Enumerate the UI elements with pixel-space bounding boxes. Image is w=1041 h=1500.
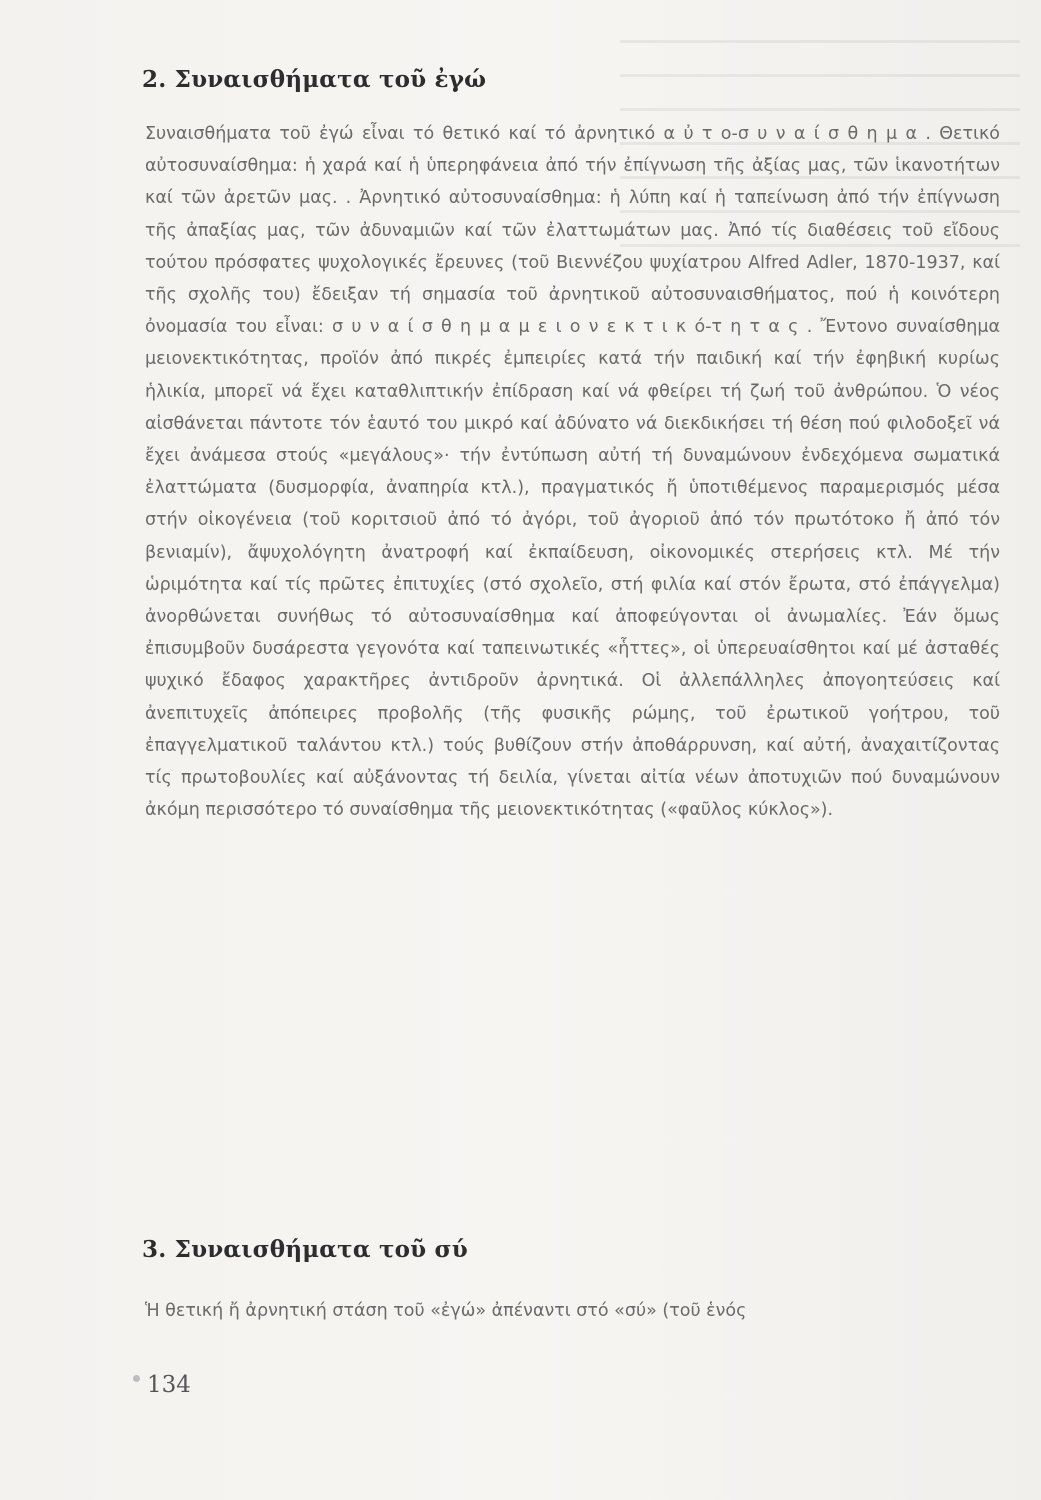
page-number: 134: [147, 1372, 191, 1398]
section-2-heading: 2. Συναισθήματα τοῦ ἐγώ: [142, 66, 487, 93]
section-2-paragraph: Συναισθήματα τοῦ ἐγώ εἶναι τό θετικό καί τό ἀρνητικό α ὐ τ ο-σ υ ν α ί σ θ η μ α . Θετικό αὐτοσυναίσθημα: ἡ χαρά καί ἡ ὑπερηφάνεια ἀπό τήν ἐπίγνωση τῆς ἀξίας μας, τῶν ἱκανοτήτων καί τῶν ἀρετῶν μας. . Ἀρνητικό αὐτοσυναίσθημα: ἡ λύπη καί ἡ ταπείνωση ἀπό τήν ἐπίγνωση τῆς ἀπαξίας μας, τῶν ἀδυναμιῶν καί τῶν ἐλαττωμάτων μας. Ἀπό τίς διαθέσεις τοῦ εἴδους τούτου πρόσφατες ψυχολογικές ἔρευνες (τοῦ Βιεννέζου ψυχίατρου Alfred Adler, 1870-1937, καί τῆς σχολῆς του) ἔδειξαν τή σημασία τοῦ ἀρνητικοῦ αὐτοσυναισθήματος, πού ἡ κοινότερη ὀνομασία του εἶναι: σ υ ν α ί σ θ η μ α μ ε ι ο ν ε κ τ ι κ ό-τ η τ α ς . Ἔντονο συναίσθημα μειονεκτικότητας, προϊόν ἀπό πικρές ἐμπειρίες κατά τήν παιδική καί τήν ἐφηβική κυρίως ἡλικία, μπορεῖ νά ἔχει καταθλιπτικήν ἐπίδραση καί νά φθείρει τή ζωή τοῦ ἀνθρώπου. Ὁ νέος αἰσθάνεται πάντοτε τόν ἑαυτό του μικρό καί ἀδύνατο νά διεκδικήσει τή θέση πού φιλοδοξεῖ νά ἔχει ἀνάμεσα στούς «μεγάλους»· τήν ἐντύπωση αὐτή τή δυναμώνουν ἐνδεχόμενα σωματικά ἐλαττώματα (δυσμορφία, ἀναπηρία κτλ.), πραγματικός ἤ ὑποτιθέμενος παραμερισμός μέσα στήν οἰκογένεια (τοῦ κοριτσιοῦ ἀπό τό ἀγόρι, τοῦ ἀγοριοῦ ἀπό τόν πρωτότοκο ἤ ἀπό τόν βενιαμίν), ἄψυχολόγητη ἀνατροφή καί ἐκπαίδευση, οἰκονομικές στερήσεις κτλ. Μέ τήν ὡριμότητα καί τίς πρῶτες ἐπιτυχίες (στό σχολεῖο, στή φιλία καί στόν ἔρωτα, στό ἐπάγγελμα) ἀνορθώνεται συνήθως τό αὐτοσυναίσθημα καί ἀποφεύγονται οἱ ἀνωμαλίες. Ἐάν ὅμως ἐπισυμβοῦν δυσάρεστα γεγονότα καί ταπεινωτικές «ἧττες», οἱ ὑπερευαίσθητοι καί μέ ἀσταθές ψυχικό ἔδαφος χαρακτῆρες ἀντιδροῦν ἀρνητικά. Οἱ ἀλλεπάλληλες ἀπογοητεύσεις καί ἀνεπιτυχεῖς ἀπόπειρες προβολῆς (τῆς φυσικῆς ρώμης, τοῦ ἐρωτικοῦ γοήτρου, τοῦ ἐπαγγελματικοῦ ταλάντου κτλ.) τούς βυθίζουν στήν ἀποθάρρυνση, καί αὐτή, ἀναχαιτίζοντας τίς πρωτοβουλίες καί αὐξάνοντας τή δειλία, γίνεται αἰτία νέων ἀποτυχιῶν πού δυναμώνουν ἀκόμη περισσότερο τό συναίσθημα τῆς μειονεκτικότητας («φαῦλος κύκλος»).: [145, 124, 1000, 821]
section-3-heading: 3. Συναισθήματα τοῦ σύ: [142, 1236, 468, 1263]
section-3-paragraph: Ἡ θετική ἤ ἀρνητική στάση τοῦ «ἐγώ» ἀπέναντι στό «σύ» (τοῦ ἑνός: [145, 1301, 747, 1321]
ink-dot: [133, 1375, 140, 1382]
